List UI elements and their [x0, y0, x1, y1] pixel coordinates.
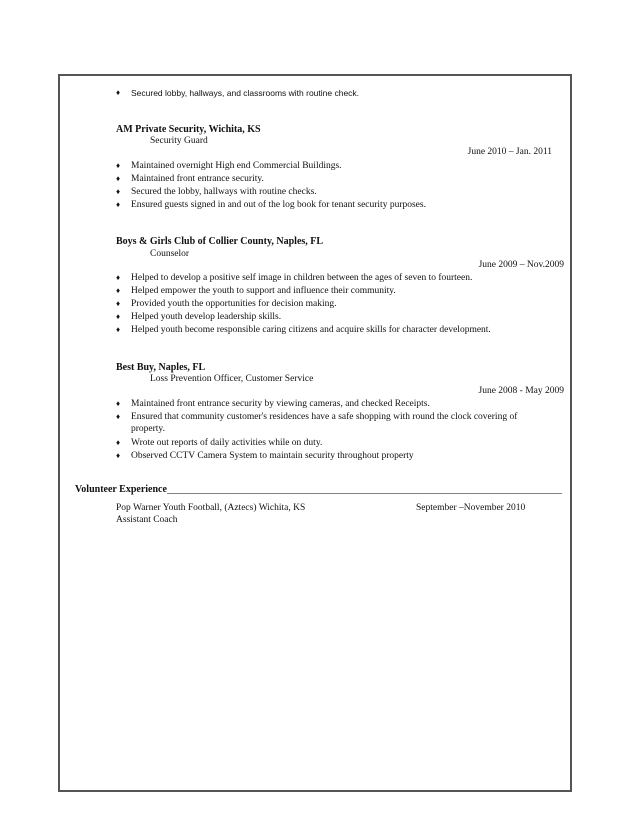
volunteer-section-heading	[75, 484, 567, 495]
bullet-icon: ♦	[116, 299, 121, 308]
duty-item: Maintained overnight High end Commercial Buildings.	[131, 161, 342, 171]
duty-item: Helped youth become responsible caring citizens and acquire skills for character development.	[131, 325, 491, 335]
employer-heading: Boys & Girls Club of Collier County, Naples, FL	[116, 236, 324, 247]
job-title: Security Guard	[150, 136, 208, 146]
duty-item: Wrote out reports of daily activities while on duty.	[131, 438, 323, 448]
bullet-icon: ♦	[116, 451, 121, 460]
bullet-icon: ♦	[116, 161, 121, 170]
bullet-icon: ♦	[116, 187, 121, 196]
employer-heading: Best Buy, Naples, FL	[116, 362, 206, 373]
top-bullet-text: Secured lobby, hallways, and classrooms with routine check.	[131, 88, 360, 98]
heading-rule: _______________________________________________________________________________	[166, 484, 562, 495]
duty-item: Provided youth the opportunities for decision making.	[131, 299, 337, 309]
employer-heading: AM Private Security, Wichita, KS	[116, 124, 261, 135]
duty-item: Ensured that community customer's residences have a safe shopping with round the clock covering of property.	[131, 412, 518, 434]
bullet-icon: ♦	[116, 174, 121, 183]
bullet-icon: ♦	[116, 273, 121, 282]
duty-item: Helped youth develop leadership skills.	[131, 312, 282, 322]
duty-item: Secured the lobby, hallways with routine checks.	[131, 187, 317, 197]
bullet-icon: ♦	[116, 312, 121, 321]
job-dates: June 2008 - May 2009	[478, 386, 564, 396]
duty-item: Maintained front entrance security.	[131, 174, 264, 184]
job-title: Loss Prevention Officer, Customer Service	[150, 374, 314, 384]
bullet-icon: ♦	[116, 88, 121, 97]
duty-item: Helped empower the youth to support and influence their community.	[131, 286, 396, 296]
volunteer-heading: Volunteer Experience	[75, 484, 167, 495]
job-title: Counselor	[150, 249, 190, 259]
bullet-icon: ♦	[116, 412, 121, 421]
job-dates: June 2009 – Nov.2009	[478, 260, 564, 270]
bullet-icon: ♦	[116, 325, 121, 334]
bullet-icon: ♦	[116, 399, 121, 408]
duty-item: Observed CCTV Camera System to maintain security throughout property	[131, 451, 414, 461]
duty-item: Helped to develop a positive self image in children between the ages of seven to fourteen.	[131, 273, 473, 283]
volunteer-role: Assistant Coach	[116, 515, 178, 525]
volunteer-organization: Pop Warner Youth Football, (Aztecs) Wichita, KS	[116, 503, 306, 513]
bullet-icon: ♦	[116, 286, 121, 295]
bullet-icon: ♦	[116, 200, 121, 209]
duty-item: Ensured guests signed in and out of the log book for tenant security purposes.	[131, 200, 426, 210]
bullet-icon: ♦	[116, 438, 121, 447]
duty-item: Maintained front entrance security by viewing cameras, and checked Receipts.	[131, 399, 430, 409]
job-dates: June 2010 – Jan. 2011	[467, 147, 552, 157]
volunteer-dates: September –November 2010	[416, 503, 526, 513]
